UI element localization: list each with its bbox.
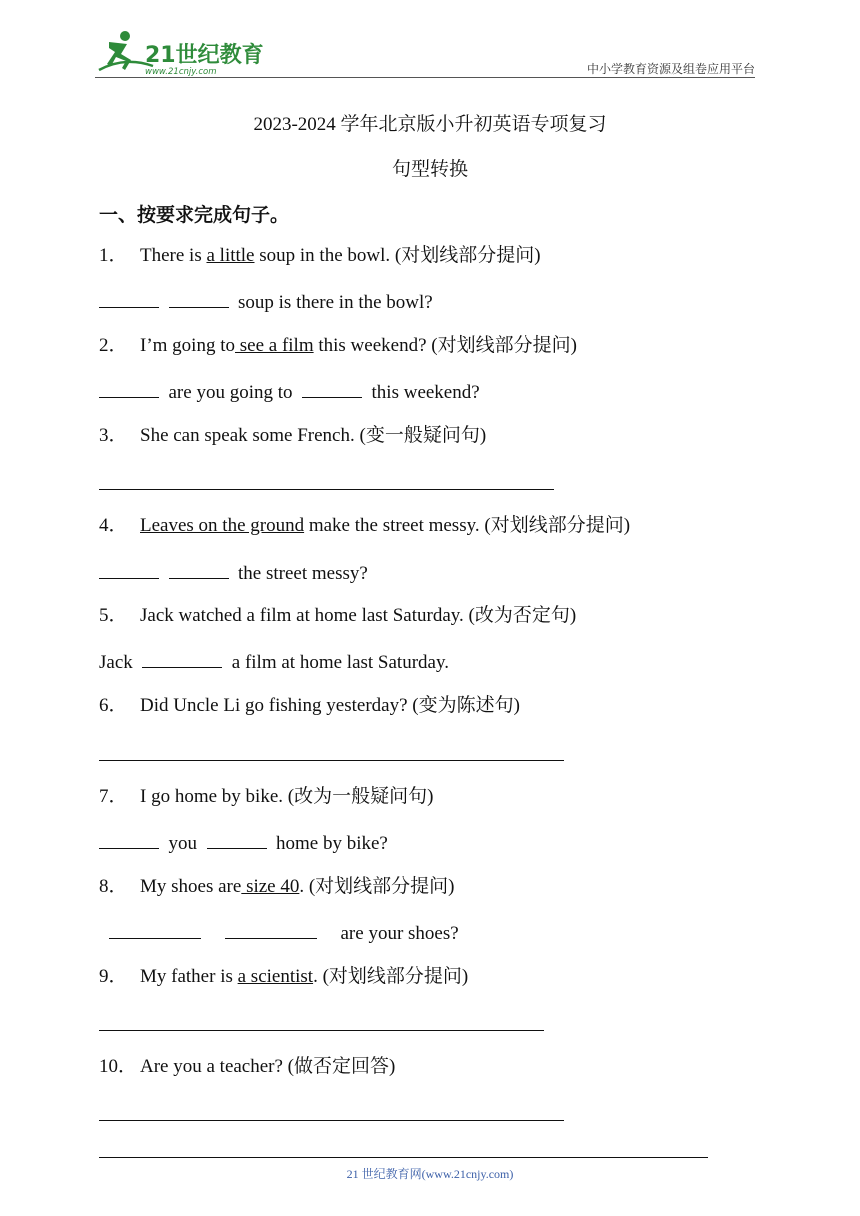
question-number: 5． bbox=[99, 605, 128, 626]
answer-blank[interactable] bbox=[99, 379, 159, 398]
underlined-part: size 40 bbox=[241, 876, 300, 897]
question-number: 7． bbox=[99, 786, 128, 807]
underlined-part: Leaves on the ground bbox=[140, 515, 305, 536]
question-number: 3． bbox=[99, 425, 128, 446]
page-subtitle: 句型转换 bbox=[391, 159, 468, 180]
answer-8: are your shoes? bbox=[109, 920, 459, 946]
question-4: 4． Leaves on the ground make the street messy. (对划线部分提问) bbox=[99, 515, 631, 536]
answer-blank[interactable] bbox=[99, 289, 159, 308]
answer-blank[interactable] bbox=[169, 289, 229, 308]
answer-line[interactable] bbox=[99, 489, 554, 490]
answer-5: Jack a film at home last Saturday. bbox=[99, 649, 449, 675]
question-number: 2． bbox=[99, 335, 128, 356]
logo bbox=[95, 30, 270, 76]
answer-7: you home by bike? bbox=[99, 830, 388, 856]
answer-line[interactable] bbox=[99, 760, 564, 761]
question-9: 9． My father is a scientist. (对划线部分提问) bbox=[99, 966, 469, 987]
answer-blank[interactable] bbox=[225, 920, 317, 939]
answer-blank[interactable] bbox=[207, 830, 267, 849]
question-2: 2． I’m going to see a film this weekend? (对划线部分提问) bbox=[99, 335, 577, 356]
footer-text: 21 世纪教育网(www.21cnjy.com) bbox=[346, 1167, 514, 1181]
header-platform-text: 中小学教育资源及组卷应用平台 bbox=[586, 62, 755, 76]
section-heading: 一、按要求完成句子。 bbox=[99, 204, 290, 226]
question-6: 6． Did Uncle Li go fishing yesterday? (变为陈述句) bbox=[99, 695, 520, 716]
logo-text: 21世纪教育 bbox=[145, 43, 264, 68]
answer-blank[interactable] bbox=[302, 379, 362, 398]
question-10: 10． Are you a teacher? (做否定回答) bbox=[99, 1056, 396, 1077]
answer-blank[interactable] bbox=[99, 560, 159, 579]
answer-line[interactable] bbox=[99, 1120, 564, 1121]
answer-blank[interactable] bbox=[109, 920, 201, 939]
answer-1: soup is there in the bowl? bbox=[99, 289, 433, 315]
question-number: 1． bbox=[99, 245, 128, 266]
question-number: 9． bbox=[99, 966, 128, 987]
logo-url: www.21cnjy.com bbox=[145, 67, 217, 76]
question-5: 5． Jack watched a film at home last Saturday. (改为否定句) bbox=[99, 605, 577, 626]
question-1: 1． There is a little soup in the bowl. (对划线部分提问) bbox=[99, 245, 541, 266]
answer-4: the street messy? bbox=[99, 560, 368, 586]
underlined-part: a little bbox=[206, 245, 255, 266]
answer-line[interactable] bbox=[99, 1030, 544, 1031]
answer-2: are you going to this weekend? bbox=[99, 379, 480, 405]
underlined-part: a scientist bbox=[237, 966, 314, 987]
question-number: 8． bbox=[99, 876, 128, 897]
answer-blank[interactable] bbox=[169, 560, 229, 579]
question-number: 10． bbox=[99, 1056, 138, 1077]
question-number: 4． bbox=[99, 515, 128, 536]
question-8: 8． My shoes are size 40. (对划线部分提问) bbox=[99, 876, 455, 897]
answer-blank[interactable] bbox=[99, 830, 159, 849]
page-header bbox=[95, 30, 755, 80]
underlined-part: see a film bbox=[235, 335, 314, 356]
answer-blank[interactable] bbox=[142, 649, 222, 668]
footer-divider bbox=[99, 1157, 708, 1158]
page-title: 2023-2024 学年北京版小升初英语专项复习 bbox=[253, 114, 607, 135]
question-3: 3． She can speak some French. (变一般疑问句) bbox=[99, 425, 487, 446]
question-number: 6． bbox=[99, 695, 128, 716]
question-7: 7． I go home by bike. (改为一般疑问句) bbox=[99, 786, 434, 807]
header-divider bbox=[95, 77, 755, 78]
